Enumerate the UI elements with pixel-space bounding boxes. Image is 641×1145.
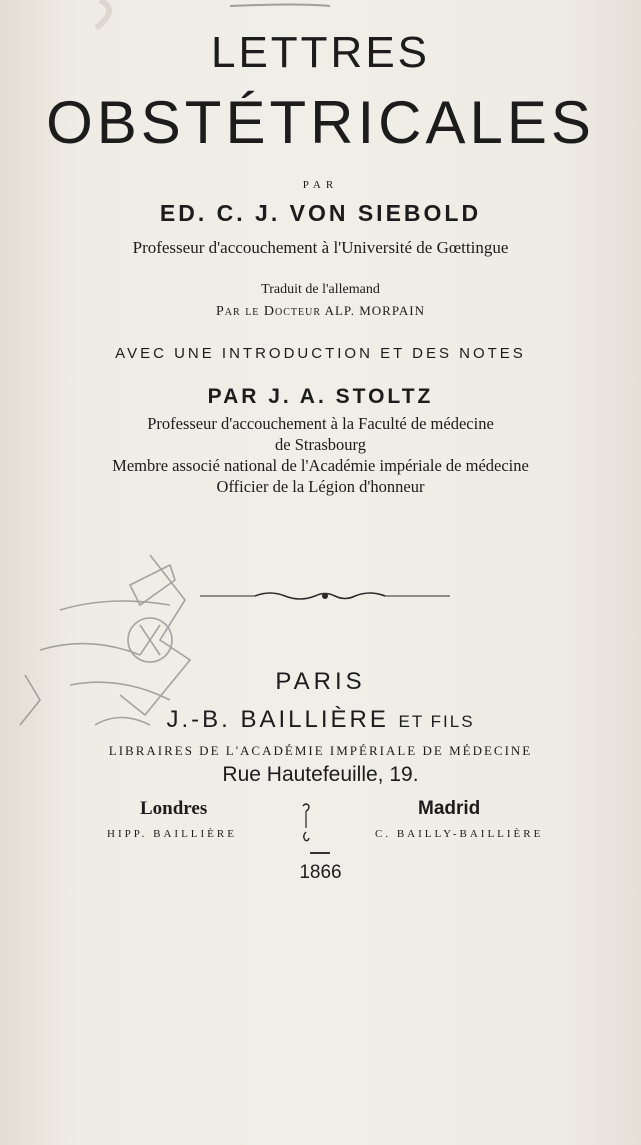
page-edge-stain <box>0 0 641 30</box>
publisher-address: Rue Hautefeuille, 19. <box>222 763 419 786</box>
imprint-city: PARIS <box>275 668 366 695</box>
second-author-title: Officier de la Légion d'honneur <box>216 477 425 496</box>
publisher-role: LIBRAIRES DE L'ACADÉMIE IMPÉRIALE DE MÉDECINE <box>108 743 533 758</box>
vertical-ornament-icon <box>299 802 313 844</box>
title-line-1: LETTRES <box>210 28 431 77</box>
library-stamp-icon <box>0 525 300 735</box>
translator-prefix: Par le Docteur <box>216 304 322 319</box>
branch-publisher-london: HIPP. BAILLIÈRE <box>107 828 237 840</box>
publisher-name: J.-B. BAILLIÈRE <box>166 706 389 733</box>
publication-year: 1866 <box>299 862 342 883</box>
translator-line <box>0 303 641 320</box>
branch-city-madrid: Madrid <box>418 798 481 819</box>
introduction-line: AVEC UNE INTRODUCTION ET DES NOTES <box>115 345 526 362</box>
second-author-title: Professeur d'accouchement à la Faculté de médecine <box>147 414 494 433</box>
publisher-line <box>0 706 641 734</box>
second-author-name: PAR J. A. STOLTZ <box>207 385 434 408</box>
by-label: PAR <box>302 179 339 191</box>
year-rule <box>310 852 330 854</box>
publisher-suffix: ET FILS <box>398 712 475 731</box>
branch-publisher-madrid: C. BAILLY-BAILLIÈRE <box>375 828 544 840</box>
branch-city-london: Londres <box>140 798 208 819</box>
translation-note: Traduit de l'allemand <box>261 282 380 297</box>
author-affiliation: Professeur d'accouchement à l'Université de Gœttingue <box>132 238 509 257</box>
second-author-title: Membre associé national de l'Académie impériale de médecine <box>112 456 529 475</box>
ornamental-rule-icon <box>200 590 450 602</box>
second-author-title: de Strasbourg <box>275 435 366 454</box>
author-name: ED. C. J. VON SIEBOLD <box>159 200 482 226</box>
translator-name: ALP. MORPAIN <box>324 303 425 318</box>
title-line-2: OBSTÉTRICALES <box>46 89 595 156</box>
